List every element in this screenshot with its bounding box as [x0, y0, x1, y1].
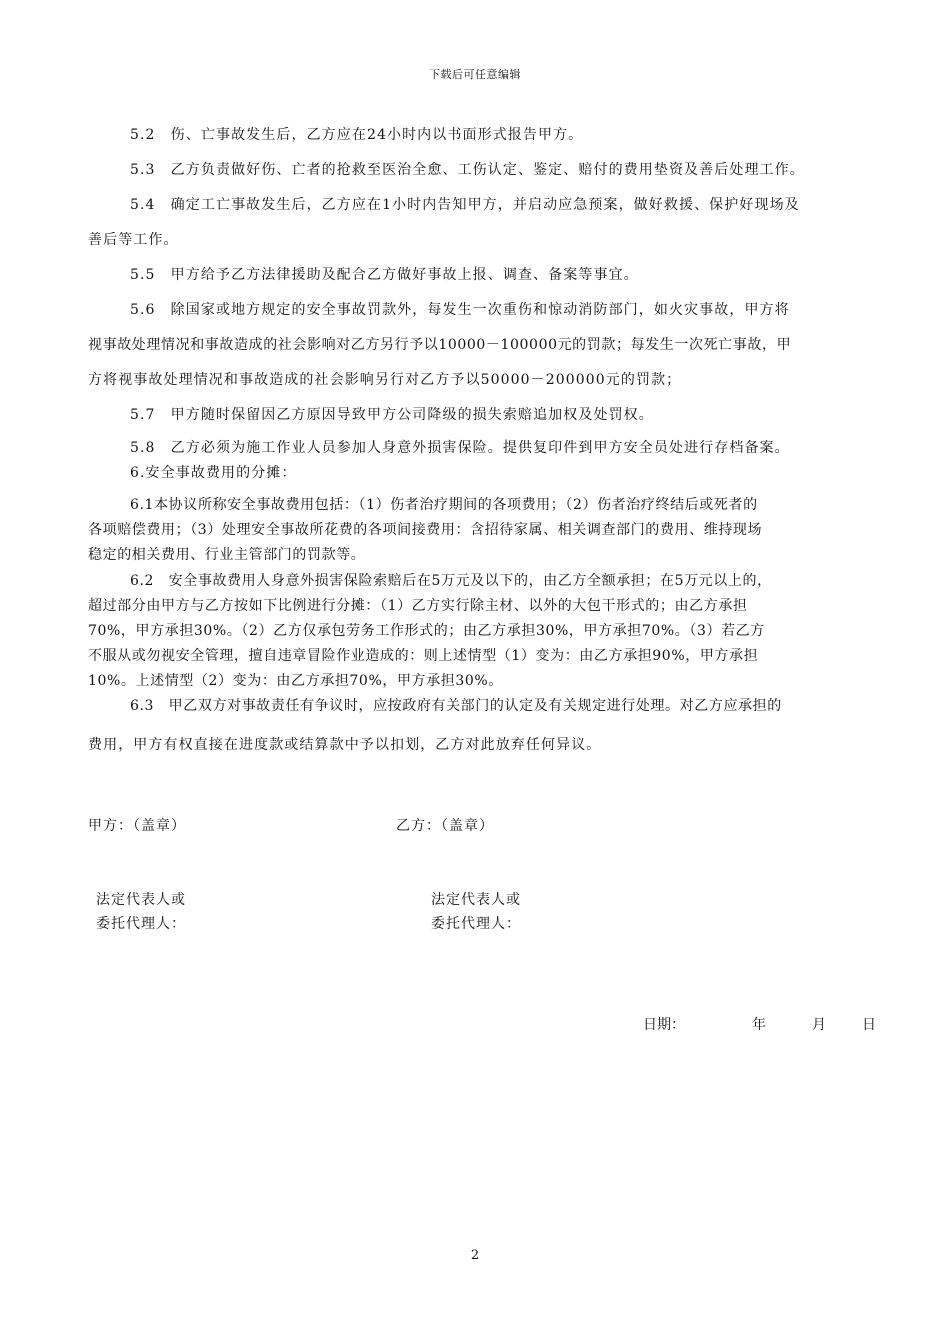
clause-6-1-line-3: 稳定的相关费用、行业主管部门的罚款等。	[88, 547, 366, 563]
party-a-legal-rep: 法定代表人或	[96, 892, 186, 908]
clause-5-4-line-2: 善后等工作。	[88, 232, 179, 248]
party-b-agent: 委托代理人：	[431, 916, 521, 932]
clause-5-8: 5.8 乙方必须为施工作业人员参加人身意外损害保险。提供复印件到甲方安全员处进行存档备案。	[130, 440, 790, 456]
date-year: 年	[752, 1017, 766, 1033]
clause-5-3: 5.3 乙方负责做好伤、亡者的抢救至医治全愈、工伤认定、鉴定、赔付的费用垫资及善后处理工作。	[130, 162, 805, 178]
clause-5-5: 5.5 甲方给予乙方法律援助及配合乙方做好事故上报、调查、备案等事宜。	[130, 267, 639, 283]
date-month: 月	[812, 1017, 826, 1033]
clause-6-1-line-2: 各项赔偿费用；（3）处理安全事故所花费的各项间接费用：含招待家属、相关调查部门的费用、维持现场	[88, 522, 763, 538]
party-b-legal-rep: 法定代表人或	[431, 892, 521, 908]
clause-6-2-line-4: 不服从或勿视安全管理，擅自违章冒险作业造成的：则上述情型（1）变为：由乙方承担90%，甲方承担	[88, 648, 759, 664]
clause-5-6-line-3: 方将视事故处理情况和事故造成的社会影响另行对乙方予以50000－200000元的罚款；	[88, 372, 682, 388]
party-a-seal: 甲方：（盖章）	[88, 818, 186, 834]
clause-6-3-line-1: 6.3 甲乙双方对事故责任有争议时，应按政府有关部门的认定及有关规定进行处理。对乙方应承担的	[130, 698, 782, 714]
clause-6-2-line-5: 10%。上述情型（2）变为：由乙方承担70%，甲方承担30%。	[88, 673, 503, 689]
clause-6-2-line-1: 6.2 安全事故费用人身意外损害保险索赔后在5万元及以下的，由乙方全额承担；在5万元以上的，	[130, 573, 772, 589]
clause-5-2: 5.2 伤、亡事故发生后，乙方应在24小时内以书面形式报告甲方。	[130, 127, 584, 143]
clause-5-4-line-1: 5.4 确定工亡事故发生后，乙方应在1小时内告知甲方，并启动应急预案，做好救援、保护好现场及	[130, 197, 800, 213]
clause-6-2-line-3: 70%，甲方承担30%。（2）乙方仅承包劳务工作形式的；由乙方承担30%，甲方承担70%。（3）若乙方	[88, 623, 765, 639]
party-b-seal: 乙方：（盖章）	[396, 818, 494, 834]
section-6-heading: 6.安全事故费用的分摊：	[130, 465, 297, 481]
party-a-agent: 委托代理人：	[96, 916, 186, 932]
date-label: 日期：	[643, 1017, 685, 1033]
page-number: 2	[470, 1248, 480, 1263]
clause-5-6-line-1: 5.6 除国家或地方规定的安全事故罚款外，每发生一次重伤和惊动消防部门，如火灾事故，甲方将	[130, 302, 790, 318]
date-day: 日	[862, 1017, 876, 1033]
clause-6-1-line-1: 6.1本协议所称安全事故费用包括：（1）伤者治疗期间的各项费用；（2）伤者治疗终结后或死者的	[130, 497, 758, 513]
clause-5-6-line-2: 视事故处理情况和事故造成的社会影响对乙方另行予以10000－100000元的罚款；每发生一次死亡事故，甲	[88, 337, 792, 353]
clause-6-3-line-2: 费用，甲方有权直接在进度款或结算款中予以扣划，乙方对此放弃任何异议。	[88, 737, 602, 753]
page-header: 下载后可任意编辑	[429, 68, 521, 81]
clause-6-2-line-2: 超过部分由甲方与乙方按如下比例进行分摊：（1）乙方实行除主材、以外的大包干形式的；由乙方承担	[88, 598, 748, 614]
clause-5-7: 5.7 甲方随时保留因乙方原因导致甲方公司降级的损失索赔追加权及处罚权。	[130, 407, 654, 423]
